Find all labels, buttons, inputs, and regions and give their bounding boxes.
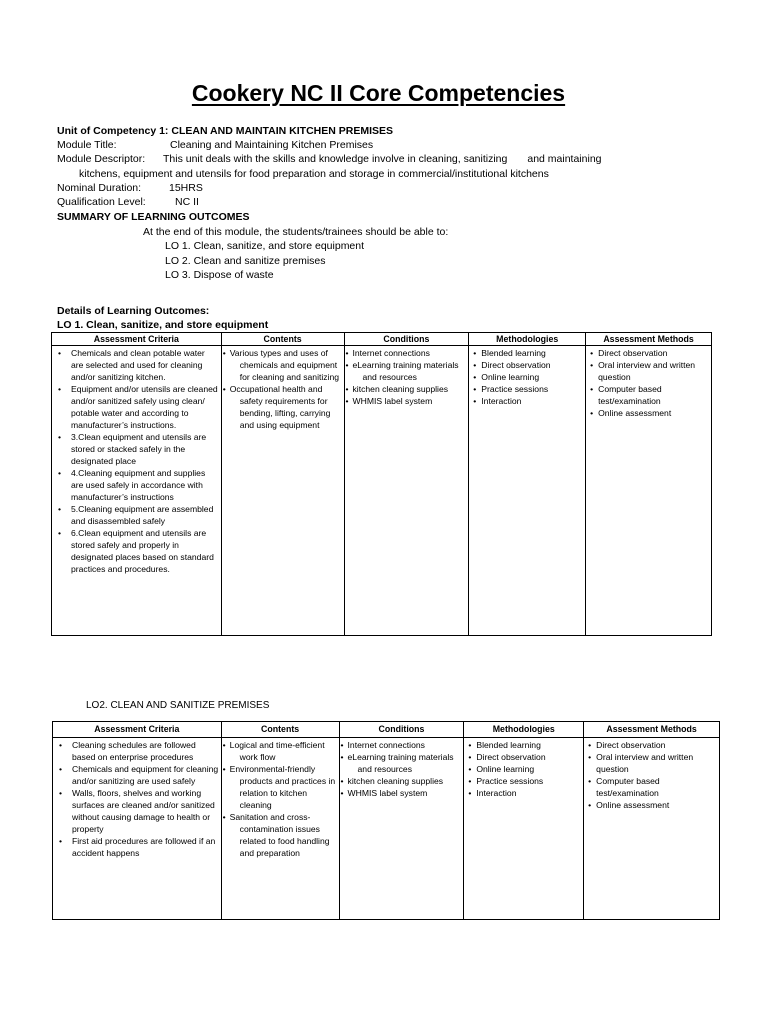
list-item: • Oral interview and written question xyxy=(586,751,717,775)
list-item: • WHMIS label system xyxy=(347,395,467,407)
lo2-assessment-methods-cell xyxy=(584,738,720,920)
learning-outcome-1: LO 1. Clean, sanitize, and store equipment xyxy=(165,240,365,252)
list-item: • Online assessment xyxy=(586,799,717,811)
header-assessment-criteria: Assessment Criteria xyxy=(53,722,222,738)
lo1-heading: LO 1. Clean, sanitize, and store equipment xyxy=(57,319,269,331)
list-item: • Chemicals and equipment for cleaning and/or sanitizing are used safely xyxy=(55,763,219,787)
list-item: • Direct observation xyxy=(588,347,709,359)
list-item: • Blended learning xyxy=(471,347,583,359)
lo1-table xyxy=(51,332,712,636)
learning-outcome-2: LO 2. Clean and sanitize premises xyxy=(165,255,326,267)
header-assessment-methods: Assessment Methods xyxy=(586,333,712,346)
header-assessment-methods: Assessment Methods xyxy=(584,722,720,738)
list-item: • Cleaning schedules are followed based on enterprise procedures xyxy=(55,739,219,763)
lo1-methodologies-cell xyxy=(469,346,586,636)
list-item: • eLearning training materials and resources xyxy=(342,751,462,775)
lo1-contents-cell xyxy=(221,346,344,636)
table-row xyxy=(52,346,712,636)
list-item: • Oral interview and written question xyxy=(588,359,709,383)
list-item: • Walls, floors, shelves and working surfaces are cleaned and/or sanitized without causing damage to health or property xyxy=(55,787,219,835)
list-item: • Chemicals and clean potable water are selected and used for cleaning and/or sanitizing kitchen. xyxy=(54,347,219,383)
header-methodologies: Methodologies xyxy=(464,722,584,738)
lo2-conditions-cell xyxy=(339,738,464,920)
list-item: • Various types and uses of chemicals and equipment for cleaning and sanitizing xyxy=(224,347,342,383)
lo1-criteria-cell xyxy=(52,346,222,636)
summary-heading: SUMMARY OF LEARNING OUTCOMES xyxy=(57,211,250,223)
list-item: • eLearning training materials and resources xyxy=(347,359,467,383)
module-descriptor-text-1b: and maintaining xyxy=(527,153,602,165)
header-assessment-criteria: Assessment Criteria xyxy=(52,333,222,346)
lo2-methodologies-cell xyxy=(464,738,584,920)
nominal-duration-label: Nominal Duration: xyxy=(57,182,142,194)
summary-intro: At the end of this module, the students/trainees should be able to: xyxy=(143,226,449,238)
nominal-duration-row xyxy=(57,182,203,195)
list-item: • Direct observation xyxy=(586,739,717,751)
list-item: • Interaction xyxy=(471,395,583,407)
list-item: • 3.Clean equipment and utensils are stored or stacked safely in the designated place xyxy=(54,431,219,467)
list-item: • Online learning xyxy=(471,371,583,383)
list-item: • Logical and time-efficient work flow xyxy=(224,739,337,763)
learning-outcome-3: LO 3. Dispose of waste xyxy=(165,269,274,281)
nominal-duration-value: 15HRS xyxy=(169,182,203,194)
table-header-row xyxy=(52,333,712,346)
table-row xyxy=(53,738,720,920)
lo2-heading: LO2. CLEAN AND SANITIZE PREMISES xyxy=(86,700,270,711)
list-item: • Blended learning xyxy=(466,739,581,751)
list-item: • Direct observation xyxy=(471,359,583,371)
list-item: • 4.Cleaning equipment and supplies are used safely in accordance with manufacturer’s instructions xyxy=(54,467,219,503)
unit-value: CLEAN AND MAINTAIN KITCHEN PREMISES xyxy=(171,125,394,137)
list-item: • Direct observation xyxy=(466,751,581,763)
list-item: • First aid procedures are followed if an accident happens xyxy=(55,835,219,859)
list-item: • Online assessment xyxy=(588,407,709,419)
lo2-criteria-cell xyxy=(53,738,222,920)
lo2-table xyxy=(52,721,720,920)
module-title-row xyxy=(57,139,373,152)
table-header-row xyxy=(53,722,720,738)
qualification-level-value: NC II xyxy=(175,196,199,208)
lo1-assessment-methods-cell xyxy=(586,346,712,636)
list-item: • Occupational health and safety requirements for bending, lifting, carrying and using equipment xyxy=(224,383,342,431)
list-item: • Practice sessions xyxy=(466,775,581,787)
module-descriptor-label: Module Descriptor: xyxy=(57,153,146,165)
qualification-level-row xyxy=(57,196,199,209)
header-contents: Contents xyxy=(221,722,339,738)
list-item: • Computer based test/examination xyxy=(588,383,709,407)
module-title-label: Module Title: xyxy=(57,139,117,151)
list-item: • Sanitation and cross-contamination issues related to food handling and preparation xyxy=(224,811,337,859)
module-descriptor-text-1a: This unit deals with the skills and knowledge involve in cleaning, sanitizing xyxy=(163,153,508,165)
list-item: • 6.Clean equipment and utensils are stored safely and properly in designated places based on standard practices and procedures. xyxy=(54,527,219,575)
list-item: • Internet connections xyxy=(347,347,467,359)
qualification-level-label: Qualification Level: xyxy=(57,196,146,208)
list-item: • WHMIS label system xyxy=(342,787,462,799)
header-conditions: Conditions xyxy=(344,333,469,346)
list-item: • Equipment and/or utensils are cleaned and/or sanitized safely using clean/ potable water and according to manufacturer’s instructions. xyxy=(54,383,219,431)
unit-label: Unit of Competency 1: xyxy=(57,125,169,137)
list-item: • kitchen cleaning supplies xyxy=(347,383,467,395)
header-contents: Contents xyxy=(221,333,344,346)
lo1-conditions-cell xyxy=(344,346,469,636)
details-heading: Details of Learning Outcomes: xyxy=(57,305,210,317)
header-methodologies: Methodologies xyxy=(469,333,586,346)
module-descriptor-text-2: kitchens, equipment and utensils for food preparation and storage in commercial/institutional kitchens xyxy=(79,168,549,180)
module-descriptor-row xyxy=(57,153,602,166)
list-item: • Environmental-friendly products and practices in relation to kitchen cleaning xyxy=(224,763,337,811)
list-item: • 5.Cleaning equipment are assembled and disassembled safely xyxy=(54,503,219,527)
list-item: • Practice sessions xyxy=(471,383,583,395)
list-item: • Internet connections xyxy=(342,739,462,751)
module-title-value: Cleaning and Maintaining Kitchen Premises xyxy=(170,139,374,151)
list-item: • kitchen cleaning supplies xyxy=(342,775,462,787)
lo2-contents-cell xyxy=(221,738,339,920)
header-conditions: Conditions xyxy=(339,722,464,738)
page-title: Cookery NC II Core Competencies xyxy=(191,80,566,106)
unit-of-competency xyxy=(57,125,393,138)
list-item: • Interaction xyxy=(466,787,581,799)
list-item: • Computer based test/examination xyxy=(586,775,717,799)
list-item: • Online learning xyxy=(466,763,581,775)
